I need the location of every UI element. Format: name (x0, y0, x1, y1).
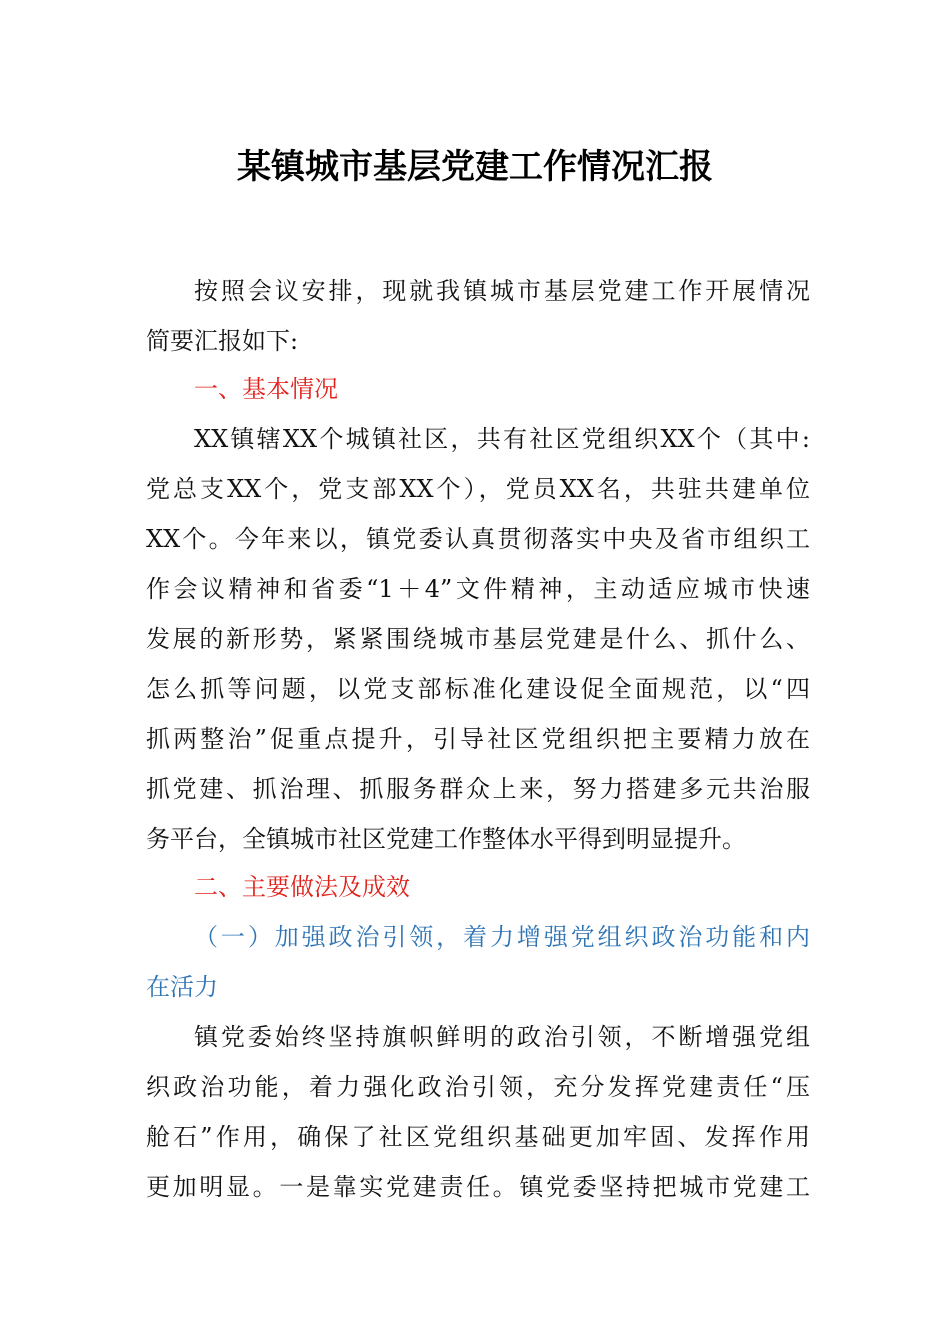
section-heading-basic-situation: 一、基本情况 (194, 375, 338, 403)
section1-line: 抓两整治”促重点提升，引导社区党组织把主要精力放在 (146, 725, 810, 753)
intro-line-1: 按照会议安排，现就我镇城市基层党建工作开展情况 (194, 277, 810, 305)
subsection-line-1: （一）加强政治引领，着力增强党组织政治功能和内 (194, 923, 810, 951)
section2-line: 舱石”作用，确保了社区党组织基础更加牢固、发挥作用 (146, 1123, 810, 1151)
section2-paragraph (146, 1012, 810, 1212)
section1-line: 发展的新形势，紧紧围绕城市基层党建是什么、抓什么、 (146, 625, 810, 653)
subsection-line-2: 在活力 (146, 973, 218, 1001)
document-title: 某镇城市基层党建工作情况汇报 (237, 147, 713, 187)
intro-line-2: 简要汇报如下: (146, 327, 299, 355)
section1-line: 作会议精神和省委“1＋4”文件精神，主动适应城市快速 (146, 575, 810, 603)
section1-line: XX镇辖XX个城镇社区，共有社区党组织XX个（其中: (194, 425, 810, 453)
intro-paragraph (146, 266, 810, 366)
section1-line: 务平台，全镇城市社区党建工作整体水平得到明显提升。 (146, 825, 746, 853)
section1-paragraph (146, 414, 810, 864)
section2-line: 织政治功能，着力强化政治引领，充分发挥党建责任“压 (146, 1073, 810, 1101)
section2-line: 更加明显。一是靠实党建责任。镇党委坚持把城市党建工 (146, 1173, 810, 1201)
section-heading-main-practices: 二、主要做法及成效 (194, 873, 410, 901)
section1-line: 怎么抓等问题，以党支部标准化建设促全面规范，以“四 (146, 675, 810, 703)
section2-line: 镇党委始终坚持旗帜鲜明的政治引领，不断增强党组 (194, 1023, 810, 1051)
subsection-heading-political-leadership (146, 912, 810, 1012)
section1-line: 党总支XX个，党支部XX个），党员XX名，共驻共建单位 (146, 475, 810, 503)
section1-line: XX个。今年来以，镇党委认真贯彻落实中央及省市组织工 (146, 525, 810, 553)
section1-line: 抓党建、抓治理、抓服务群众上来，努力搭建多元共治服 (146, 775, 810, 803)
